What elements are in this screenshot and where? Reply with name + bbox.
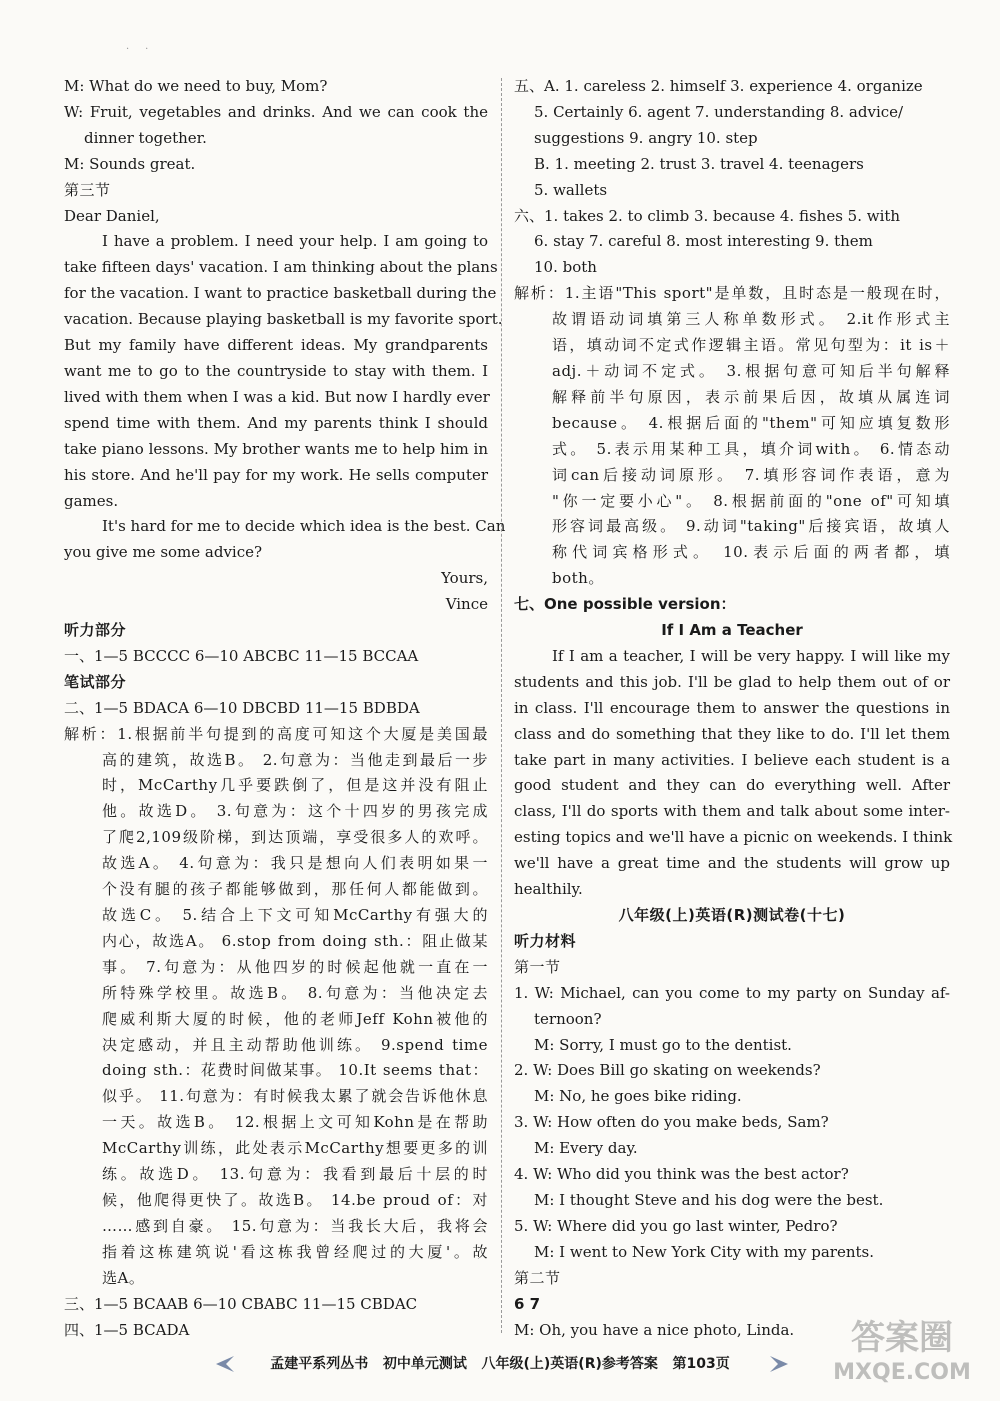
footer-book: 初中单元测试 [382, 1356, 467, 1372]
watermark-bottom: MXQE.COM [833, 1360, 971, 1385]
right-line: M: Sorry, I must go to the dentist. [534, 1035, 792, 1054]
left-line: 候，他爬得更快了。故选B。 14.be proud of：对 [102, 1190, 488, 1209]
left-line: M: What do we need to buy, Mom? [64, 77, 328, 95]
left-line: 二、1—5 BDACA 6—10 DBCBD 11—15 BDBDA [64, 698, 420, 717]
right-line: B. 1. meeting 2. trust 3. travel 4. teenagers [534, 154, 864, 173]
left-line: Yours, [441, 569, 488, 588]
right-line: 五、A. 1. careless 2. himself 3. experience 4. organize [514, 77, 923, 95]
left-line: you give me some advice? [64, 543, 263, 562]
right-line: 4. W: Who did you think was the best actor? [514, 1165, 849, 1184]
right-line: 称代词宾格形式。 10.表示后面的两者都，填 [552, 543, 950, 562]
left-line: 事。 7.句意为：从他四岁的时候起他就一直在一 [102, 957, 488, 976]
right-line: take part in many activities. I believe each student is a [514, 750, 950, 769]
left-line: 四、1—5 BCADA [64, 1320, 190, 1339]
right-arrow-icon [768, 1353, 798, 1375]
right-line: 1. W: Michael, can you come to my party on Sunday af- [514, 983, 950, 1002]
footer-series: 孟建平系列丛书 [270, 1356, 369, 1372]
right-line: 6. stay 7. careful 8. most interesting 9. them [534, 232, 873, 251]
scan-dots: · · [126, 44, 149, 55]
right-line: 5. W: Where did you go last winter, Pedro? [514, 1216, 838, 1235]
left-line: 指着这栋建筑说'看这栋我曾经爬过的大厦'。故 [102, 1242, 488, 1261]
right-line: adj.＋动词不定式。 3.根据句意可知后半句解释 [552, 361, 950, 380]
footer-subject: 八年级(上)英语(R)参考答案 [481, 1356, 658, 1372]
right-line: 语，填动词不定式作逻辑主语。常见句型为：it is＋ [552, 336, 950, 355]
left-line: for the vacation. I want to practice basketball during the [64, 284, 497, 303]
left-line: doing sth.：花费时间做某事。 10.It seems that： [102, 1061, 488, 1080]
left-line: 所特殊学校里。故选B。 8.句意为：当他决定去 [102, 983, 488, 1002]
right-line: 解释前半句原因，表示前果后因，故填从属连词 [552, 387, 950, 406]
right-line: 解析：1.主语"This sport"是单数，且时态是一般现在时， [514, 284, 950, 303]
left-line: 一、1—5 BCCCC 6—10 ABCBC 11—15 BCCAA [64, 646, 419, 665]
left-line: his store. And he'll pay for my work. He sells computer [64, 465, 488, 484]
footer-page: 第103页 [672, 1356, 730, 1372]
left-line: 一天。故选B。 12.根据上文可知Kohn是在帮助 [102, 1113, 488, 1132]
right-line: 6 7 [514, 1294, 541, 1313]
left-line: dinner together. [84, 128, 207, 147]
left-line: 他。故选D。 3.句意为：这个十四岁的男孩完成 [102, 802, 488, 821]
right-line: M: I thought Steve and his dog were the best. [534, 1190, 884, 1209]
left-line: 第三节 [64, 180, 111, 199]
right-line: M: Oh, you have a nice photo, Linda. [514, 1320, 795, 1339]
right-line: 5. wallets [534, 180, 608, 199]
left-line: want me to go to the countryside to stay with them. I [64, 361, 488, 380]
left-line: 笔试部分 [64, 672, 127, 691]
watermark-logo [812, 1317, 992, 1395]
left-line: 练。故选D。 13.句意为：我看到最后十层的时 [102, 1165, 488, 1184]
right-line: If I am a teacher, I will be very happy. I will like my [552, 646, 950, 665]
left-line: I have a problem. I need your help. I am going to [102, 232, 488, 251]
right-line: 第二节 [514, 1268, 561, 1287]
right-line: 第一节 [514, 957, 561, 976]
left-line: vacation. Because playing basketball is my favorite sport. [64, 310, 503, 329]
right-line: 七、One possible version： [514, 595, 736, 614]
left-line: 三、1—5 BCAAB 6—10 CBABC 11—15 CBDAC [64, 1294, 418, 1313]
right-line: M: No, he goes bike riding. [534, 1087, 742, 1106]
right-line: "你一定要小心"。 8.根据前面的"one of"可知填 [552, 491, 950, 510]
left-line: W: Fruit, vegetables and drinks. And we can cook the [64, 102, 488, 121]
right-line: class, I'll do sports with them and talk about some inter- [514, 802, 950, 821]
left-line: 内心，故选A。 6.stop from doing sth.：阻止做某 [102, 931, 488, 950]
right-line: 5. Certainly 6. agent 7. understanding 8. advice/ [534, 102, 904, 121]
watermark-top: 答案圈 [851, 1318, 953, 1358]
left-line: 爬威利斯大厦的时候，他的老师Jeff Kohn被他的 [102, 1009, 488, 1028]
right-line: esting topics and we'll have a picnic on weekends. I think [514, 828, 953, 847]
right-line: 听力材料 [514, 931, 577, 950]
left-line: lived with them when I was a kid. But now I hardly ever [64, 387, 490, 406]
left-line: ……感到自豪。 15.句意为：当我长大后，我将会 [102, 1216, 488, 1235]
left-line: 决定感动，并且主动帮助他训练。 9.spend time [102, 1035, 488, 1054]
right-line: students and this job. I'll be glad to help them out of or [514, 672, 950, 691]
left-line: 高的建筑，故选B。 2.句意为：当他走到最后一步 [102, 750, 488, 769]
left-line: 故选C。 5.结合上下文可知McCarthy有强大的 [102, 906, 488, 924]
left-line: 似乎。 11.句意为：有时候我太累了就会告诉他休息 [102, 1087, 488, 1106]
left-line: 故选A。 4.句意为：我只是想向人们表明如果一 [102, 854, 488, 873]
left-line: games. [64, 491, 119, 510]
left-line: 解析：1.根据前半句提到的高度可知这个大厦是美国最 [64, 724, 488, 743]
left-line: Dear Daniel, [64, 206, 160, 225]
left-line: McCarthy训练，此处表示McCarthy想要更多的训 [102, 1139, 488, 1158]
left-line: take piano lessons. My brother wants me to help him in [64, 439, 488, 458]
right-line: 3. W: How often do you make beds, Sam? [514, 1113, 829, 1132]
left-line: 了爬2,109级阶梯，到达顶端，享受很多人的欢呼。 [102, 828, 488, 847]
right-line: in class. I'll encourage them to answer the questions in [514, 698, 950, 717]
left-line: It's hard for me to decide which idea is the best. Can [102, 517, 506, 536]
right-line: class and do something that they like to do. I'll let them [514, 724, 950, 743]
left-line: 选A。 [102, 1268, 145, 1287]
right-column [514, 74, 953, 1343]
left-arrow-icon [206, 1353, 236, 1375]
left-line: But my family have different ideas. My grandparents [64, 336, 488, 355]
right-line: 故谓语动词填第三人称单数形式。 2.it作形式主 [552, 310, 950, 329]
left-column [64, 74, 506, 1343]
footer-text [240, 1353, 760, 1373]
right-line: 词can后接动词原形。 7.填形容词作表语，意为 [552, 465, 950, 484]
left-line: take fifteen days' vacation. I am thinking about the plans [64, 258, 498, 277]
right-line: If I Am a Teacher [661, 621, 803, 640]
left-line: 时，McCarthy几乎要跌倒了，但是这并没有阻止 [102, 776, 488, 795]
right-line: 八年级(上)英语(R)测试卷(十七) [618, 906, 846, 924]
right-line: ternoon? [534, 1009, 602, 1028]
left-line: M: Sounds great. [64, 154, 196, 173]
right-line: healthily. [514, 880, 583, 899]
right-line: because。 4.根据后面的"them"可知应填复数形 [552, 413, 950, 432]
left-line: 个没有腿的孩子都能够做到，那任何人都能做到。 [102, 880, 488, 899]
right-line: both。 [552, 569, 604, 588]
right-line: 六、1. takes 2. to climb 3. because 4. fishes 5. with [514, 206, 901, 225]
left-line: Vince [445, 595, 488, 614]
column-divider [501, 78, 502, 1333]
right-line: 10. both [534, 258, 597, 277]
left-line: 听力部分 [64, 621, 127, 640]
right-line: suggestions 9. angry 10. step [534, 128, 758, 147]
right-line: we'll have a great time and the students will grow up [514, 854, 950, 873]
right-line: good student and they can do everything well. After [514, 776, 950, 795]
left-line: spend time with them. And my parents think I should [64, 413, 488, 432]
right-line: 式。 5.表示用某种工具，填介词with。 6.情态动 [552, 439, 950, 458]
right-line: 2. W: Does Bill go skating on weekends? [514, 1061, 821, 1080]
right-line: M: I went to New York City with my parents. [534, 1242, 874, 1261]
right-line: 形容词最高级。 9.动词"taking"后接宾语，故填人 [552, 517, 950, 536]
right-line: M: Every day. [534, 1139, 638, 1158]
